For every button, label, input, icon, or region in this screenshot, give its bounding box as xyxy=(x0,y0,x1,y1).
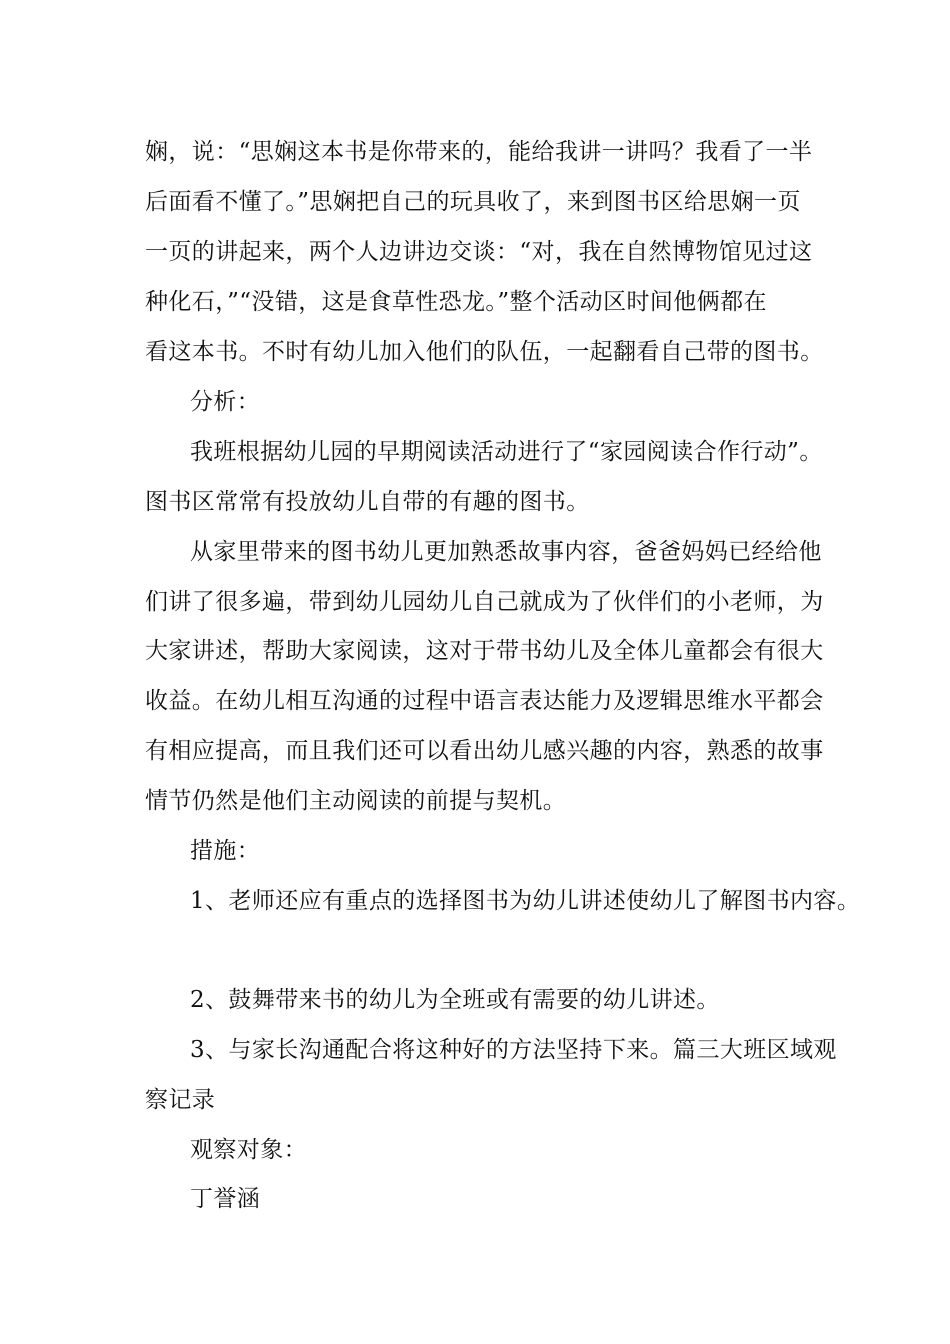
text-line: 看这本书。不时有幼儿加入他们的队伍，一起翻看自己带的图书。 xyxy=(145,339,824,365)
text-line: 察记录 xyxy=(145,1087,216,1113)
text-line: 收益。在幼儿相互沟通的过程中语言表达能力及逻辑思维水平都会 xyxy=(145,688,824,714)
text-line: 有相应提高，而且我们还可以看出幼儿感兴趣的内容，熟悉的故事 xyxy=(145,738,824,764)
list-item: 1、老师还应有重点的选择图书为幼儿讲述使幼儿了解图书内容。 xyxy=(190,888,861,914)
text-line: 从家里带来的图书幼儿更加熟悉故事内容，爸爸妈妈已经给他 xyxy=(190,539,822,565)
text-line: 丁誉涵 xyxy=(190,1186,261,1212)
text-line: 大家讲述，帮助大家阅读，这对于带书幼儿及全体儿童都会有很大 xyxy=(145,638,824,664)
text-line: 我班根据幼儿园的早期阅读活动进行了“家园阅读合作行动”。 xyxy=(190,439,823,465)
text-line: 情节仍然是他们主动阅读的前提与契机。 xyxy=(145,788,567,814)
text-line: 娴，说：“思娴这本书是你带来的，能给我讲一讲吗？我看了一半 xyxy=(145,139,813,165)
text-line: 后面看不懂了。”思娴把自己的玩具收了，来到图书区给思娴一页 xyxy=(145,189,801,215)
text-line: 种化石，”“没错，这是食草性恐龙。”整个活动区时间他俩都在 xyxy=(145,289,767,315)
section-heading-analysis: 分析： xyxy=(190,389,261,415)
section-heading-measures: 措施： xyxy=(190,838,261,864)
text-line: 们讲了很多遍，带到幼儿园幼儿自己就成为了伙伴们的小老师，为 xyxy=(145,589,824,615)
list-item: 3、与家长沟通配合将这种好的方法坚持下来。篇三大班区域观 xyxy=(190,1037,837,1063)
section-heading-subject: 观察对象： xyxy=(190,1137,307,1163)
text-line: 一页的讲起来，两个人边讲边交谈：“对，我在自然博物馆见过这 xyxy=(145,239,813,265)
text-line: 图书区常常有投放幼儿自带的有趣的图书。 xyxy=(145,489,590,515)
list-item: 2、鼓舞带来书的幼儿为全班或有需要的幼儿讲述。 xyxy=(190,987,720,1013)
